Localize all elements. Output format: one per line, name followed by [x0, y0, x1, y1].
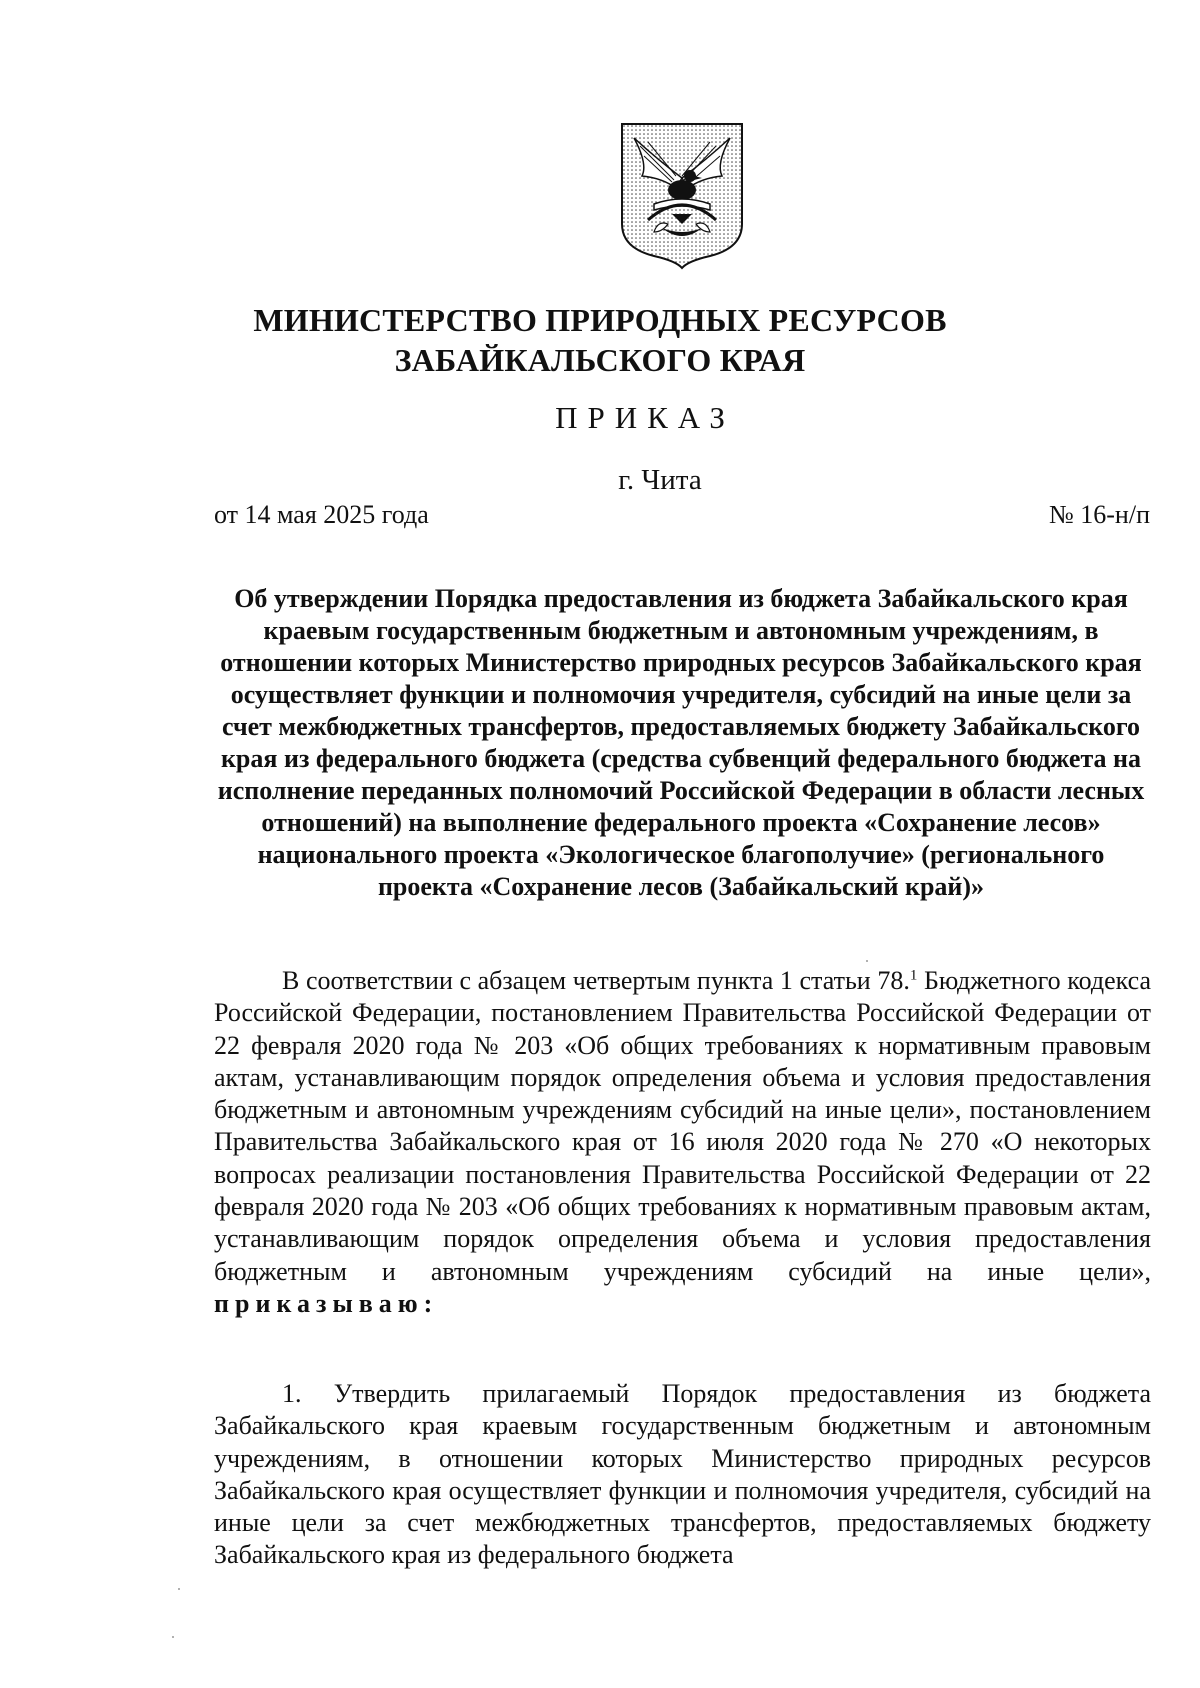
preamble-text-start: В соответствии с абзацем четвертым пункта 1 статьи 78.	[282, 966, 910, 995]
document-number: № 16-н/п	[1048, 500, 1150, 529]
document-type: ПРИКАЗ	[555, 400, 735, 435]
scan-speck	[866, 960, 868, 962]
article-superscript: 1	[909, 967, 918, 984]
document-title: Об утверждении Порядка предоставления из бюджета Забайкальского края краевым государственным бюджетным и автономным учреждениям, в отношении которых Министерство природных ресурсов Забайкальского края осуществляет функции и полномочия учредителя, субсидий на иные цели за счет межбюджетных трансфертов, предоставляемых бюджету Забайкальского края из федерального бюджета (средства субвенций федерального бюджета на исполнение переданных полномочий Российской Федерации в области лесных отношений) на выполнение федерального проекта «Сохранение лесов» национального проекта «Экологическое благополучие» (регионального проекта «Сохранение лесов (Забайкальский край)»	[217, 584, 1145, 901]
item-1-paragraph: 1. Утвердить прилагаемый Порядок предоставления из бюджета Забайкальского края краевым государственным бюджетным и автономным учреждениям, в отношении которых Министерство природных ресурсов Забайкальского края осуществляет функции и полномочия учредителя, субсидий на иные цели за счет межбюджетных трансфертов, предоставляемых бюджету Забайкальского края из федерального бюджета	[214, 1379, 1151, 1570]
preamble-text-end: Бюджетного кодекса Российской Федерации, постановлением Правительства Российской Федерации от 22 февраля 2020 года № 203 «Об общих требованиях к нормативным правовым актам, устанавливающим порядок определения объема и условия предоставления бюджетным и автономным учреждениям субсидий на иные цели», постановлением Правительства Забайкальского края от 16 июля 2020 года № 270 «О некоторых вопросах реализации постановления Правительства Российской Федерации от 22 февраля 2020 года № 203 «Об общих требованиях к нормативным правовым актам, устанавливающим порядок определения объема и условия предоставления бюджетным и автономным учреждениям субсидий на иные цели»,	[214, 966, 1152, 1286]
scan-speck	[178, 1588, 180, 1590]
order-verb: приказываю:	[214, 1288, 439, 1318]
city-name: г. Чита	[618, 464, 702, 496]
coat-of-arms-emblem	[618, 120, 746, 270]
preamble-paragraph	[214, 965, 1151, 1320]
ministry-name	[0, 300, 1200, 380]
ministry-name-line-1: МИНИСТЕРСТВО ПРИРОДНЫХ РЕСУРСОВ	[253, 302, 947, 338]
document-date: от 14 мая 2025 года	[214, 500, 429, 529]
ministry-name-line-2: ЗАБАЙКАЛЬСКОГО КРАЯ	[394, 342, 806, 378]
scan-speck	[172, 1636, 174, 1638]
